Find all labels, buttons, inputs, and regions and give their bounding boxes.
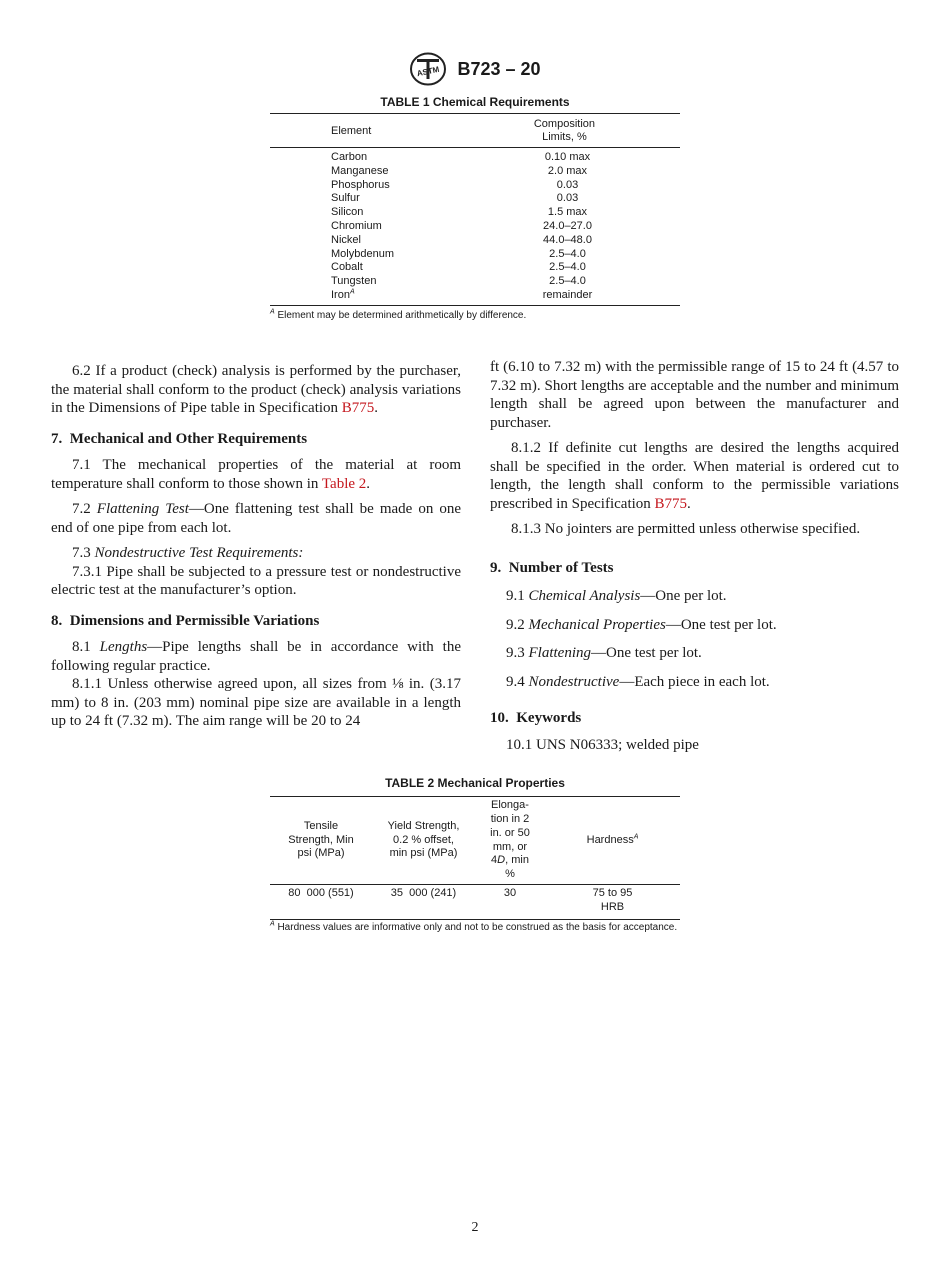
table1-row — [270, 220, 680, 234]
table1-row — [270, 206, 680, 220]
table1-row — [270, 192, 680, 206]
table1-element-cell: Carbon — [331, 151, 368, 163]
table1-row — [270, 165, 680, 179]
link-b775[interactable]: B775 — [341, 400, 375, 416]
table2-col-elongation: Elonga- tion in 2 in. or 50 mm, or 4D, min % — [490, 799, 530, 881]
table2-col-tensile: Tensile Strength, Min psi (MPa) — [288, 819, 354, 860]
paragraph-7-3: 7.3 Nondestructive Test Requirements: — [72, 545, 304, 561]
table1-row — [270, 261, 680, 275]
table1-element-cell: Nickel — [331, 233, 361, 246]
table1-limit-cell: 2.5–4.0 — [549, 275, 586, 288]
paragraph-9-1: 9.1 Chemical Analysis—One per lot. — [506, 588, 727, 604]
table2-footnote: $^A$ Hardness values are informative only and not to be construed as the basis for acceptance. — [270, 920, 678, 933]
table1-limit-cell: 0.03 — [556, 192, 579, 205]
paragraph-7-3-1: 7.3.1 Pipe shall be subjected to a pressure test or nondestructive electric test at the manufacturer’s option. — [51, 563, 461, 598]
table1-body — [270, 148, 680, 305]
paragraph-9-2: 9.2 Mechanical Properties—One test per lot. — [506, 616, 777, 633]
paragraph-7-1: 7.1 The mechanical properties of the material at room temperature shall conform to those shown in Table 2. — [51, 457, 461, 492]
left-column — [51, 362, 461, 731]
table1-row — [270, 248, 680, 262]
table1-limit-cell: 2.5–4.0 — [549, 261, 586, 274]
table1-limit-cell: remainder — [542, 288, 593, 301]
table2-yield-value: 35 000 (241) — [390, 887, 457, 899]
table2-row — [270, 885, 680, 919]
table1-limit-cell: 2.0 max — [547, 164, 588, 177]
table1-row — [270, 234, 680, 248]
astm-logo-icon — [409, 52, 447, 86]
table1-element-cell: Silicon — [331, 206, 364, 219]
table1-limit-cell: 2.5–4.0 — [549, 247, 586, 260]
right-column — [490, 358, 899, 754]
table1-limit-cell: 0.10 max — [544, 151, 591, 163]
table1-row — [270, 179, 680, 193]
table1-row — [270, 151, 680, 165]
paragraph-8-1-3: 8.1.3 No jointers are permitted unless otherwise specified. — [511, 521, 861, 537]
table1-col-limits: Composition Limits, % — [533, 117, 595, 143]
table1-col-element: Element — [331, 124, 372, 137]
svg-text:ASTM: ASTM — [416, 64, 441, 79]
paragraph-9-4: 9.4 Nondestructive—Each piece in each lot. — [506, 673, 770, 690]
section-9-heading: 9. Number of Tests — [490, 559, 614, 576]
paragraph-8-1: 8.1 Lengths—Pipe lengths shall be in accordance with the following regular practice. — [51, 639, 462, 674]
link-b775[interactable]: B775 — [654, 495, 688, 512]
mechanical-properties-table — [270, 796, 680, 920]
table1-element-cell: Manganese — [331, 164, 389, 177]
table1-element-cell: Cobalt — [331, 261, 363, 274]
table1-header-row — [270, 114, 680, 148]
paragraph-8-1-1-continued: ft (6.10 to 7.32 m) with the permissible range of 15 to 24 ft (4.57 to 7.32 m). Short lengths are acceptable and the number and minimum length shall be agreed upon between the manufacturer and purchaser. — [490, 359, 899, 431]
table1-element-cell: Iron$^A$ — [331, 288, 355, 301]
table1-row — [270, 275, 680, 289]
table1-element-cell: Tungsten — [331, 275, 377, 288]
table1-element-cell: Molybdenum — [331, 247, 394, 260]
paragraph-7-2: 7.2 Flattening Test—One flattening test shall be made on one end of one pipe from each lot. — [51, 501, 461, 536]
table2-title: TABLE 2 Mechanical Properties — [385, 776, 565, 790]
table1-limit-cell: 0.03 — [556, 178, 579, 191]
section-8-heading: 8. Dimensions and Permissible Variations — [51, 612, 320, 629]
page-header — [0, 52, 950, 86]
document-id: B723 – 20 — [457, 58, 541, 79]
section-7-heading: 7. Mechanical and Other Requirements — [51, 430, 308, 447]
table2-hardness-value: 75 to 95 HRB — [592, 887, 633, 913]
table1-iron-footnote-marker: A — [349, 288, 355, 296]
chemical-requirements-table — [270, 113, 680, 306]
table1-limit-cell: 1.5 max — [547, 206, 588, 219]
table2-col-hardness: Hardness$^A$ — [586, 832, 639, 846]
page-number: 2 — [471, 1220, 479, 1235]
table1-limit-cell: 44.0–48.0 — [543, 233, 592, 246]
paragraph-6-2: 6.2 If a product (check) analysis is performed by the purchaser, the material shall conform to the product (check) analysis variations in the Dimensions of Pipe table in Specification B775. — [51, 363, 461, 416]
table2-tensile-value: 80 000 (551) — [288, 887, 354, 899]
link-table-2[interactable]: Table 2 — [321, 475, 367, 492]
table1-footnote: $^A$ Element may be determined arithmetically by difference. — [270, 308, 527, 321]
table1-element-cell: Chromium — [331, 219, 382, 232]
table1-element-cell: Phosphorus — [331, 178, 390, 191]
table1-element-cell: Sulfur — [331, 192, 360, 205]
paragraph-10-1: 10.1 UNS N06333; welded pipe — [506, 736, 699, 753]
table2-elongation-value: 30 — [503, 887, 517, 899]
table1-title: TABLE 1 Chemical Requirements — [380, 95, 570, 109]
table2-header-row — [270, 797, 680, 885]
paragraph-8-1-2: 8.1.2 If definite cut lengths are desired the lengths acquired shall be specified in the order. When material is ordered cut to length, the length shall conform to the permissible variations prescribed in Specification B775. — [490, 440, 899, 512]
section-10-heading: 10. Keywords — [490, 710, 582, 726]
table1-limit-cell: 24.0–27.0 — [543, 219, 592, 232]
paragraph-9-3: 9.3 Flattening—One test per lot. — [506, 645, 702, 661]
table2-col-yield: Yield Strength, 0.2 % offset, min psi (MPa) — [387, 819, 460, 860]
table1-row — [270, 289, 680, 303]
paragraph-8-1-1: 8.1.1 Unless otherwise agreed upon, all sizes from ⅛ in. (3.17 mm) to 8 in. (203 mm) nominal pipe size are available in a length up to 24 ft (7.32 m). The aim range will be 20 to 24 — [51, 676, 461, 729]
